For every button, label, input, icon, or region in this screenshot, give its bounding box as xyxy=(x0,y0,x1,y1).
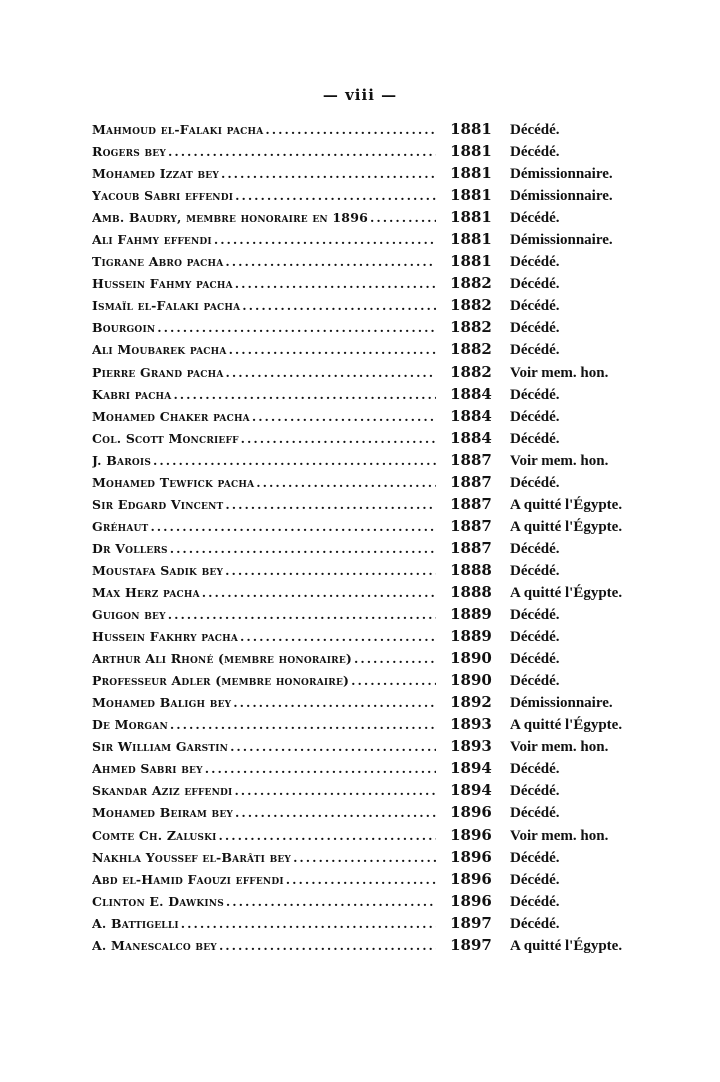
member-status: Décédé. xyxy=(510,805,560,822)
member-status: Décédé. xyxy=(510,276,560,293)
dot-leader xyxy=(181,913,436,935)
member-row xyxy=(92,250,652,272)
member-name: Tigrane Abro pacha xyxy=(92,254,224,270)
dot-leader xyxy=(157,317,436,339)
dot-leader xyxy=(170,714,436,736)
dot-leader xyxy=(202,582,436,604)
member-status: Décédé. xyxy=(510,673,560,690)
member-name: Skandar Aziz effendi xyxy=(92,783,233,799)
member-name: Hussein Fakhry pacha xyxy=(92,629,239,645)
member-name: Ismaïl el-Falaki pacha xyxy=(92,298,241,314)
member-name-cell xyxy=(92,780,436,802)
member-year: 1881 xyxy=(450,208,492,227)
member-row xyxy=(92,405,652,427)
dot-leader xyxy=(205,758,436,780)
member-name: Dr Vollers xyxy=(92,540,168,556)
dot-leader xyxy=(241,428,436,450)
dot-leader xyxy=(221,163,436,185)
member-row xyxy=(92,669,652,691)
member-year: 1894 xyxy=(450,759,492,778)
member-status: Démissionnaire. xyxy=(510,188,613,205)
member-status: Décédé. xyxy=(510,342,560,359)
member-name: Bourgoin xyxy=(92,320,156,336)
member-name-cell xyxy=(92,339,436,361)
dot-leader xyxy=(153,450,436,472)
dot-leader xyxy=(168,604,436,626)
member-year: 1881 xyxy=(450,164,492,183)
dot-leader xyxy=(351,670,436,692)
dot-leader xyxy=(225,251,436,273)
member-year: 1897 xyxy=(450,913,492,932)
member-status: Décédé. xyxy=(510,144,560,161)
dot-leader xyxy=(168,141,436,163)
member-row xyxy=(92,581,652,603)
member-status: Démissionnaire. xyxy=(510,695,613,712)
member-year: 1881 xyxy=(450,142,492,161)
member-name-cell xyxy=(92,229,436,251)
member-year: 1892 xyxy=(450,693,492,712)
member-name: Comte Ch. Zaluski xyxy=(92,827,217,843)
dot-leader xyxy=(293,847,436,869)
member-row xyxy=(92,118,652,140)
member-year: 1888 xyxy=(450,582,492,601)
member-row xyxy=(92,824,652,846)
member-name: Guigon bey xyxy=(92,607,166,623)
member-year: 1882 xyxy=(450,296,492,315)
member-name: Max Herz pacha xyxy=(92,584,200,600)
member-year: 1889 xyxy=(450,627,492,646)
member-year: 1881 xyxy=(450,230,492,249)
member-row xyxy=(92,625,652,647)
member-year: 1887 xyxy=(450,516,492,535)
member-status: Décédé. xyxy=(510,386,560,403)
member-year: 1896 xyxy=(450,825,492,844)
member-status: A quitté l'Égypte. xyxy=(510,937,623,954)
member-name: Mohamed Izzat bey xyxy=(92,166,219,182)
member-year: 1884 xyxy=(450,384,492,403)
member-name-cell xyxy=(92,163,436,185)
member-year: 1893 xyxy=(450,715,492,734)
member-row xyxy=(92,735,652,757)
member-row xyxy=(92,140,652,162)
member-status: Décédé. xyxy=(510,254,560,271)
member-name: Professeur Adler (membre honoraire) xyxy=(92,673,350,689)
member-row xyxy=(92,471,652,493)
member-name-cell xyxy=(92,494,436,516)
member-name: Rogers bey xyxy=(92,144,166,160)
member-row xyxy=(92,162,652,184)
member-name-cell xyxy=(92,847,436,869)
dot-leader xyxy=(265,119,436,141)
member-row xyxy=(92,383,652,405)
member-name-cell xyxy=(92,935,436,957)
member-year: 1881 xyxy=(450,186,492,205)
member-name: Hussein Fahmy pacha xyxy=(92,276,233,292)
member-row xyxy=(92,603,652,625)
member-name: Clinton E. Dawkins xyxy=(92,893,224,909)
member-status: Décédé. xyxy=(510,783,560,800)
member-name: Mohamed Tewfick pacha xyxy=(92,474,255,490)
member-name-cell xyxy=(92,472,436,494)
member-year: 1881 xyxy=(450,120,492,138)
member-row xyxy=(92,493,652,515)
member-status: Voir mem. hon. xyxy=(510,452,609,469)
member-name-cell xyxy=(92,626,436,648)
member-name: Nakhla Youssef el-Barâti bey xyxy=(92,849,292,865)
member-name-cell xyxy=(92,802,436,824)
member-name-cell xyxy=(92,604,436,626)
member-status: Décédé. xyxy=(510,849,560,866)
member-row xyxy=(92,316,652,338)
member-row xyxy=(92,846,652,868)
member-name: A. Manescalco bey xyxy=(92,937,217,953)
dot-leader xyxy=(170,538,436,560)
member-name: Ahmed Sabri bey xyxy=(92,761,203,777)
member-status: Décédé. xyxy=(510,320,560,337)
member-year: 1887 xyxy=(450,494,492,513)
member-row xyxy=(92,272,652,294)
member-status: Voir mem. hon. xyxy=(510,739,609,756)
member-name-cell xyxy=(92,714,436,736)
member-name-cell xyxy=(92,317,436,339)
dot-leader xyxy=(354,648,436,670)
member-status: Décédé. xyxy=(510,893,560,910)
member-row xyxy=(92,228,652,250)
member-status: Démissionnaire. xyxy=(510,166,613,183)
dot-leader xyxy=(235,185,436,207)
page-number: — viii — xyxy=(322,86,398,104)
member-row xyxy=(92,890,652,912)
dot-leader xyxy=(229,339,436,361)
member-year: 1887 xyxy=(450,538,492,557)
dot-leader xyxy=(219,935,436,957)
member-status: Démissionnaire. xyxy=(510,232,613,249)
member-name-cell xyxy=(92,516,436,538)
member-name: Ali Fahmy effendi xyxy=(92,232,212,248)
member-name-cell xyxy=(92,648,436,670)
member-row xyxy=(92,912,652,934)
member-year: 1887 xyxy=(450,450,492,469)
member-name-cell xyxy=(92,891,436,913)
dot-leader xyxy=(234,780,436,802)
member-name: Mahmoud el-Falaki pacha xyxy=(92,122,264,137)
member-name: Abd el-Hamid Faouzi effendi xyxy=(92,871,284,887)
member-year: 1894 xyxy=(450,781,492,800)
member-name-cell xyxy=(92,406,436,428)
member-name-cell xyxy=(92,207,436,229)
member-status: Voir mem. hon. xyxy=(510,827,609,844)
member-name: Kabri pacha xyxy=(92,386,172,402)
member-row xyxy=(92,449,652,471)
member-row xyxy=(92,294,652,316)
member-row xyxy=(92,206,652,228)
dot-leader xyxy=(235,802,436,824)
member-status: Décédé. xyxy=(510,915,560,932)
member-name: Amb. Baudry, membre honoraire en 1896 xyxy=(92,210,368,226)
member-name: Moustafa Sadik bey xyxy=(92,562,224,578)
member-status: A quitté l'Égypte. xyxy=(510,584,623,601)
dot-leader xyxy=(235,273,436,295)
member-name: A. Battigelli xyxy=(92,915,179,931)
dot-leader xyxy=(370,207,436,229)
member-name-cell xyxy=(92,119,436,141)
member-name: Yacoub Sabri effendi xyxy=(92,188,234,204)
member-name-cell xyxy=(92,869,436,891)
member-name-cell xyxy=(92,913,436,935)
member-status: Décédé. xyxy=(510,430,560,447)
member-name-cell xyxy=(92,273,436,295)
member-year: 1896 xyxy=(450,847,492,866)
member-status: Voir mem. hon. xyxy=(510,364,609,381)
member-name-cell xyxy=(92,295,436,317)
member-status: Décédé. xyxy=(510,408,560,425)
member-name-cell xyxy=(92,251,436,273)
member-row xyxy=(92,868,652,890)
member-year: 1890 xyxy=(450,671,492,690)
member-row xyxy=(92,779,652,801)
member-status: A quitté l'Égypte. xyxy=(510,717,623,734)
dot-leader xyxy=(225,560,436,582)
member-status: Décédé. xyxy=(510,122,560,138)
member-status: Décédé. xyxy=(510,651,560,668)
member-name-cell xyxy=(92,362,436,384)
member-status: A quitté l'Égypte. xyxy=(510,518,623,535)
member-status: Décédé. xyxy=(510,607,560,624)
member-row xyxy=(92,559,652,581)
member-name-cell xyxy=(92,736,436,758)
member-name-cell xyxy=(92,450,436,472)
member-name: Sir Edgard Vincent xyxy=(92,496,224,512)
dot-leader xyxy=(214,229,436,251)
dot-leader xyxy=(256,472,436,494)
dot-leader xyxy=(242,295,436,317)
member-row xyxy=(92,515,652,537)
member-row xyxy=(92,757,652,779)
member-row xyxy=(92,713,652,735)
member-name-cell xyxy=(92,560,436,582)
dot-leader xyxy=(230,736,436,758)
member-status: Décédé. xyxy=(510,562,560,579)
dot-leader xyxy=(225,494,436,516)
dot-leader xyxy=(226,891,436,913)
dot-leader xyxy=(240,626,436,648)
member-year: 1896 xyxy=(450,869,492,888)
member-name-cell xyxy=(92,428,436,450)
member-row xyxy=(92,427,652,449)
member-name: De Morgan xyxy=(92,717,168,733)
member-row xyxy=(92,184,652,206)
member-status: Décédé. xyxy=(510,629,560,646)
dot-leader xyxy=(286,869,436,891)
member-year: 1884 xyxy=(450,406,492,425)
dot-leader xyxy=(233,692,436,714)
member-year: 1882 xyxy=(450,318,492,337)
member-year: 1882 xyxy=(450,362,492,381)
member-name: Mohamed Beiram bey xyxy=(92,805,234,821)
member-row xyxy=(92,647,652,669)
member-year: 1890 xyxy=(450,649,492,668)
member-name: Arthur Ali Rhoné (membre honoraire) xyxy=(92,651,352,667)
member-name: Col. Scott Moncrieff xyxy=(92,430,239,446)
member-row xyxy=(92,338,652,360)
member-name-cell xyxy=(92,384,436,406)
member-row xyxy=(92,361,652,383)
member-row xyxy=(92,934,652,956)
member-name: Ali Moubarek pacha xyxy=(92,342,227,358)
dot-leader xyxy=(150,516,436,538)
member-name-cell xyxy=(92,670,436,692)
member-name: Pierre Grand pacha xyxy=(92,364,224,380)
member-year: 1882 xyxy=(450,274,492,293)
member-name-cell xyxy=(92,758,436,780)
member-row xyxy=(92,691,652,713)
member-year: 1881 xyxy=(450,252,492,271)
member-name: Mohamed Baligh bey xyxy=(92,695,232,711)
member-name-cell xyxy=(92,582,436,604)
member-list xyxy=(92,118,652,956)
member-row xyxy=(92,801,652,823)
dot-leader xyxy=(226,362,436,384)
member-row xyxy=(92,537,652,559)
member-status: Décédé. xyxy=(510,871,560,888)
member-year: 1897 xyxy=(450,935,492,954)
member-year: 1896 xyxy=(450,891,492,910)
member-status: Décédé. xyxy=(510,761,560,778)
member-name: Gréhaut xyxy=(92,518,149,534)
member-year: 1889 xyxy=(450,605,492,624)
member-name-cell xyxy=(92,185,436,207)
dot-leader xyxy=(219,825,436,847)
member-year: 1882 xyxy=(450,340,492,359)
member-status: A quitté l'Égypte. xyxy=(510,496,623,513)
member-year: 1887 xyxy=(450,472,492,491)
member-status: Décédé. xyxy=(510,540,560,557)
dot-leader xyxy=(252,406,436,428)
member-name-cell xyxy=(92,538,436,560)
member-status: Décédé. xyxy=(510,210,560,227)
member-name-cell xyxy=(92,141,436,163)
member-year: 1884 xyxy=(450,428,492,447)
dot-leader xyxy=(173,384,436,406)
member-name: Sir William Garstin xyxy=(92,739,229,755)
member-name-cell xyxy=(92,825,436,847)
member-name: J. Barois xyxy=(92,452,152,468)
member-status: Décédé. xyxy=(510,298,560,315)
member-year: 1896 xyxy=(450,803,492,822)
member-name-cell xyxy=(92,692,436,714)
member-status: Décédé. xyxy=(510,474,560,491)
member-year: 1893 xyxy=(450,737,492,756)
member-year: 1888 xyxy=(450,560,492,579)
member-name: Mohamed Chaker pacha xyxy=(92,408,250,424)
